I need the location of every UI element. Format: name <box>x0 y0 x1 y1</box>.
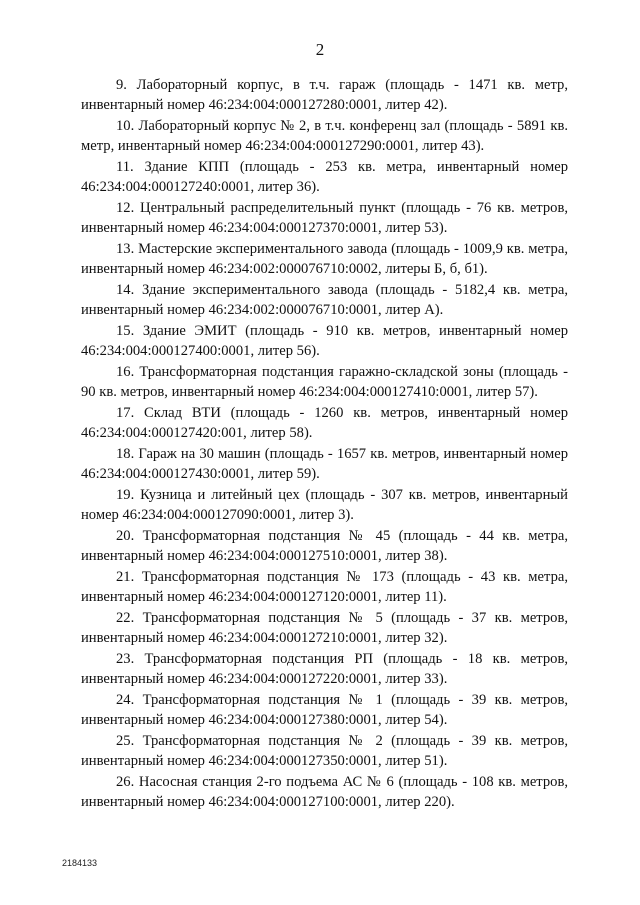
list-item: 23. Трансформаторная подстанция РП (площадь - 18 кв. метров, инвентарный номер 46:234:004:000127220:0001, литер 33). <box>81 651 568 688</box>
list-item: 22. Трансформаторная подстанция № 5 (площадь - 37 кв. метров, инвентарный номер 46:234:004:000127210:0001, литер 32). <box>81 610 568 647</box>
list-item: 14. Здание экспериментального завода (площадь - 5182,4 кв. метра, инвентарный номер 46:234:002:000076710:0001, литер А). <box>81 282 568 319</box>
list-item: 16. Трансформаторная подстанция гаражно-складской зоны (площадь - 90 кв. метров, инвентарный номер 46:234:004:000127410:0001, литер 57). <box>81 364 568 401</box>
list-item: 13. Мастерские экспериментального завода (площадь - 1009,9 кв. метра, инвентарный номер 46:234:002:000076710:0002, литеры Б, б, б1). <box>81 241 568 278</box>
list-item: 10. Лабораторный корпус № 2, в т.ч. конференц зал (площадь - 5891 кв. метр, инвентарный номер 46:234:004:000127290:0001, литер 43). <box>81 118 568 155</box>
list-item: 19. Кузница и литейный цех (площадь - 307 кв. метров, инвентарный номер 46:234:004:000127090:0001, литер 3). <box>81 487 568 524</box>
document-code: 2184133 <box>62 858 98 868</box>
list-item: 26. Насосная станция 2-го подъема АС № 6 (площадь - 108 кв. метров, инвентарный номер 46:234:004:000127100:0001, литер 220). <box>81 774 568 811</box>
list-item: 20. Трансформаторная подстанция № 45 (площадь - 44 кв. метра, инвентарный номер 46:234:004:000127510:0001, литер 38). <box>81 528 568 565</box>
page-number: 2 <box>315 40 325 59</box>
list-item: 12. Центральный распределительный пункт (площадь - 76 кв. метров, инвентарный номер 46:234:004:000127370:0001, литер 53). <box>81 200 568 237</box>
list-item: 11. Здание КПП (площадь - 253 кв. метра, инвентарный номер 46:234:004:000127240:0001, литер 36). <box>81 159 568 196</box>
list-item: 15. Здание ЭМИТ (площадь - 910 кв. метров, инвентарный номер 46:234:004:000127400:0001, литер 56). <box>81 323 568 360</box>
list-item: 24. Трансформаторная подстанция № 1 (площадь - 39 кв. метров, инвентарный номер 46:234:004:000127380:0001, литер 54). <box>81 692 568 729</box>
list-item: 17. Склад ВТИ (площадь - 1260 кв. метров, инвентарный номер 46:234:004:000127420:001, литер 58). <box>81 405 568 442</box>
list-item: 21. Трансформаторная подстанция № 173 (площадь - 43 кв. метра, инвентарный номер 46:234:004:000127120:0001, литер 11). <box>81 569 568 606</box>
list-item: 25. Трансформаторная подстанция № 2 (площадь - 39 кв. метров, инвентарный номер 46:234:004:000127350:0001, литер 51). <box>81 733 568 770</box>
list-item: 9. Лабораторный корпус, в т.ч. гараж (площадь - 1471 кв. метр, инвентарный номер 46:234:004:000127280:0001, литер 42). <box>81 77 568 114</box>
property-list <box>81 75 568 813</box>
list-item: 18. Гараж на 30 машин (площадь - 1657 кв. метров, инвентарный номер 46:234:004:000127430:0001, литер 59). <box>81 446 568 483</box>
